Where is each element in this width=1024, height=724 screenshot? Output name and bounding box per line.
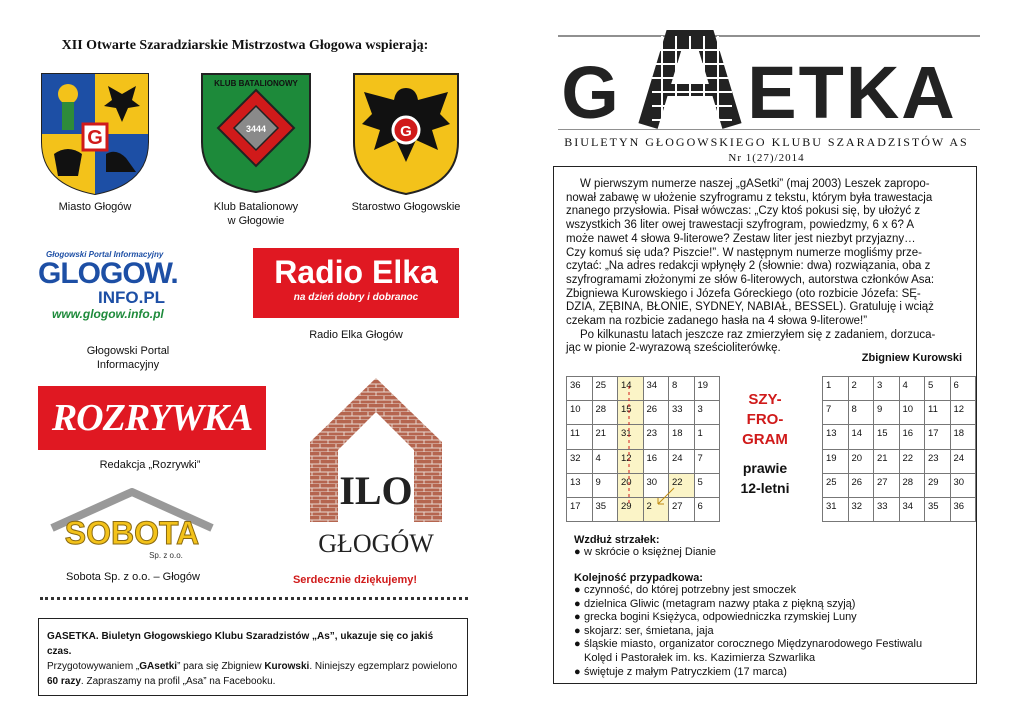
intro-paragraph-1 <box>566 178 962 329</box>
grid-cell: 28 <box>899 473 925 497</box>
sponsor-caption-portal: Głogowski Portal Informacyjny <box>86 345 170 371</box>
sponsor-caption-city: Miasto Głogów <box>58 201 132 213</box>
sponsors-title: XII Otwarte Szaradziarskie Mistrzostwa Głogowa wspierają: <box>61 38 429 53</box>
section-random: Kolejność przypadkowa: ● czynność, do której potrzebny jest smoczek ● dzielnica Gliwic (metagram nazwy ptaka z piękną szyją) ● grecka bogini Księżyca, odpowiedniczka rzymskiej Luny ● skojarz: ser, śmietana, jaja ● śląskie miasto, organizator corocznego Międzynarodowego Festiwalu Kolęd i Pastorałek im. ks. Kazimierza Szwarlika ● świętuje z małym Patryczkiem (17 marca) <box>574 572 969 679</box>
svg-text:G: G <box>87 127 103 149</box>
grid-cell: 23 <box>643 425 669 449</box>
masthead-rest: ETKA <box>747 51 957 130</box>
intro-line: Po kilkunastu latach jeszcze raz zmierzyłem się z zadaniem, dorzuca- <box>580 328 936 341</box>
list-item: ● skojarz: ser, śmietana, jaja <box>574 624 714 637</box>
list-item: ● śląskie miasto, organizator corocznego Międzynarodowego Festiwalu <box>574 638 923 651</box>
thanks-text: Serdecznie dziękujemy! <box>292 574 418 586</box>
grid-cell: 22 <box>899 449 925 473</box>
author-signature: Zbigniew Kurowski <box>861 352 962 364</box>
grid-cell: 33 <box>669 401 695 425</box>
klub-text: KLUB BATALIONOWY <box>214 79 298 88</box>
arrow-icon <box>658 488 674 504</box>
intro-line: nował zabawę w ułożenie szyfrogramu z tekstu, którym była trawestacja <box>566 191 933 204</box>
intro-text <box>566 178 962 356</box>
tag-prawie: prawie 12-letni <box>740 460 790 496</box>
crossword-a-icon <box>648 36 732 126</box>
grid-cell: 15 <box>874 425 900 449</box>
starostwo-coat-of-arms <box>352 72 460 196</box>
grid-cell: 8 <box>848 401 874 425</box>
sponsor-caption-sobota: Sobota Sp. z o.o. – Głogów <box>66 571 200 583</box>
grid-cell: 9 <box>592 473 618 497</box>
grid-cell: 27 <box>669 497 695 521</box>
grid-cell: 32 <box>567 449 593 473</box>
dotted-divider <box>40 597 468 600</box>
radio-elka-logo: Radio Elka na dzień dobry i dobranoc <box>253 248 459 318</box>
intro-line: jąc w pionie 2-wyrazową sześcioliterówkę. <box>566 342 781 355</box>
grid-cell: 34 <box>643 377 669 401</box>
grid-cell: 31 <box>618 425 644 449</box>
grid-cell: 30 <box>950 473 976 497</box>
section-arrows: Wzdłuż strzałek: ● w skrócie o księżnej Dianie <box>574 534 969 560</box>
grid-cell: 3 <box>694 401 720 425</box>
grid-cell: 27 <box>874 473 900 497</box>
grid-cell: 20 <box>618 473 644 497</box>
grid-cell: 25 <box>592 377 618 401</box>
sponsor-caption-rozrywka: Redakcja „Rozrywki” <box>99 459 201 471</box>
grid-cell: 25 <box>823 473 849 497</box>
grid-cell: 10 <box>899 401 925 425</box>
grid-cell: 14 <box>618 377 644 401</box>
grid-cell: 29 <box>925 473 951 497</box>
grid-cell: 4 <box>899 377 925 401</box>
grid-cell: 21 <box>592 425 618 449</box>
grid-cell: 7 <box>823 401 849 425</box>
grid-cell: 35 <box>592 497 618 521</box>
grid-cell: 35 <box>925 497 951 521</box>
intro-line: Czy komuś się uda? Piszcie!”. W następnym numerze mogliśmy prze- <box>566 246 922 259</box>
klub-batalionowy-emblem <box>200 72 312 194</box>
tag-szyfrogram: SZY- FRO- GRAM <box>742 391 788 448</box>
intro-line: czytać: „Na adres redakcji wpłynęły 2 (słownie: dwa) rozwiązania, oba z <box>566 260 931 273</box>
grid-cell: 1 <box>694 425 720 449</box>
intro-line: szyfrogramami złożonymi ze słów 6-literowych, autorstwa członków Asa: <box>566 273 935 286</box>
grid-cell: 19 <box>694 377 720 401</box>
list-item-continued: Kolęd i Pastorałek im. ks. Kazimierza Szwarlika <box>584 651 816 664</box>
sponsor-caption-starostwo: Starostwo Głogowskie <box>351 201 461 213</box>
grid-cell: 2 <box>848 377 874 401</box>
sobota-sub-text: Sp. z o.o. <box>149 551 183 560</box>
grid-cell: 21 <box>874 449 900 473</box>
grid-cell: 5 <box>694 473 720 497</box>
grid-cell: 19 <box>823 449 849 473</box>
grid-cell: 8 <box>669 377 695 401</box>
masthead-a: A <box>680 52 681 53</box>
sobota-text: SOBOTA <box>64 515 200 551</box>
grid-cell: 18 <box>950 425 976 449</box>
list-item: ● świętuje z małym Patryczkiem (17 marca) <box>574 665 787 678</box>
list-item: ● czynność, do której potrzebny jest smoczek <box>574 584 797 596</box>
grid-cell: 18 <box>669 425 695 449</box>
svg-text:3444: 3444 <box>245 124 267 134</box>
grid-cell: 11 <box>567 425 593 449</box>
grid-cell: 5 <box>925 377 951 401</box>
grid-cell: 23 <box>925 449 951 473</box>
list-item: ● dzielnica Gliwic (metagram nazwy ptaka z piękną szyją) <box>574 597 856 610</box>
issue-number: Nr 1(27)/2014 <box>728 152 805 164</box>
grid-cell: 12 <box>618 449 644 473</box>
cipher-grid-right <box>822 376 976 522</box>
grid-cell: 22 <box>669 473 695 497</box>
sobota-logo <box>46 488 218 564</box>
grid-cell: 10 <box>567 401 593 425</box>
intro-line: czekam na rozbicie zadanego hasła na 4 słowa 9-literowe!” <box>566 315 868 328</box>
masthead-logo <box>552 30 980 130</box>
grid-cell: 13 <box>567 473 593 497</box>
grid-cell: 16 <box>643 449 669 473</box>
grid-cell: 29 <box>618 497 644 521</box>
ilo-glogow-logo <box>296 372 456 558</box>
grid-cell: 11 <box>925 401 951 425</box>
glogow-info-logo: Głogowski Portal Informacyjny GLOGOW. INFO.PL www.glogow.info.pl <box>38 250 178 321</box>
grid-arrows <box>566 376 726 526</box>
glogow-city-coat-of-arms <box>40 72 150 196</box>
grid-cell: 14 <box>848 425 874 449</box>
grid-cell: 15 <box>618 401 644 425</box>
grid-cell: 6 <box>694 497 720 521</box>
ilo-text: ILO <box>339 468 413 513</box>
grid-cell: 12 <box>950 401 976 425</box>
grid-cell: 26 <box>643 401 669 425</box>
bulletin-subtitle: BIULETYN GŁOGOWSKIEGO KLUBU SZARADZISTÓW AS <box>564 135 969 149</box>
sponsor-caption-klub: Klub Batalionowy w Głogowie <box>213 201 299 227</box>
rozrywka-logo: ROZRYWKA <box>38 386 266 450</box>
grid-cell: 36 <box>567 377 593 401</box>
masthead-g: G <box>561 51 619 130</box>
grid-cell: 16 <box>899 425 925 449</box>
grid-cell: 3 <box>874 377 900 401</box>
grid-cell: 24 <box>669 449 695 473</box>
grid-cell: 26 <box>848 473 874 497</box>
list-item: ● w skrócie o księżnej Dianie <box>574 546 717 558</box>
list-item: ● grecka bogini Księżyca, odpowiedniczka rzymskiej Luny <box>574 611 857 624</box>
grid-cell: 31 <box>823 497 849 521</box>
grid-cell: 6 <box>950 377 976 401</box>
svg-text:G: G <box>400 123 412 140</box>
grid-cell: 30 <box>643 473 669 497</box>
grid-cell: 34 <box>899 497 925 521</box>
intro-line: może nawet 4 słowa 9-literowe? Zestaw liter jest niezbyt przyjazny… <box>566 232 916 245</box>
masthead <box>552 30 980 130</box>
grid-cell: 9 <box>874 401 900 425</box>
grid-cell: 17 <box>567 497 593 521</box>
intro-line: Zbigniewa Kurowskiego i Józefa Góreckiego (oto rozbicie Józefa: SĘ- <box>566 287 921 300</box>
info-box: GASETKA. Biuletyn Głogowskiego Klubu Szaradzistów „As”, ukazuje się co jakiś czas. Przygotowywaniem „GAsetki” para się Zbigniew Kurowski. Niniejszy egzemplarz powielono 60 razy. Zapraszamy na profil „Asa” na Facebooku. <box>38 618 468 696</box>
intro-line: wszystkich 36 liter owej trawestacji szyfrogram, powiedzmy, 6 x 6? A <box>566 219 915 232</box>
grid-cell: 20 <box>848 449 874 473</box>
grid-cell: 2 <box>643 497 669 521</box>
sponsor-caption-radio: Radio Elka Głogów <box>309 329 403 341</box>
grid-cell: 17 <box>925 425 951 449</box>
intro-line: DZIA, ZĘBINA, BŁONIE, SYDNEY, NABIAŁ, BESSEL). Gratuluję i wciąż <box>566 301 934 314</box>
grid-cell: 36 <box>950 497 976 521</box>
grid-cell: 28 <box>592 401 618 425</box>
intro-line: znanego przysłowia. Pisał wówczas: „Czy ktoś pokusi się, by ułożyć z <box>566 205 921 218</box>
ilo-city-text: GŁOGÓW <box>318 529 434 558</box>
grid-cell: 1 <box>823 377 849 401</box>
grid-cell: 24 <box>950 449 976 473</box>
grid-cell: 4 <box>592 449 618 473</box>
grid-cell: 32 <box>848 497 874 521</box>
grid-cell: 33 <box>874 497 900 521</box>
intro-line: W pierwszym numerze naszej „gASetki” (maj 2003) Leszek zapropo- <box>580 178 930 190</box>
grid-cell: 13 <box>823 425 849 449</box>
grid-cell: 7 <box>694 449 720 473</box>
